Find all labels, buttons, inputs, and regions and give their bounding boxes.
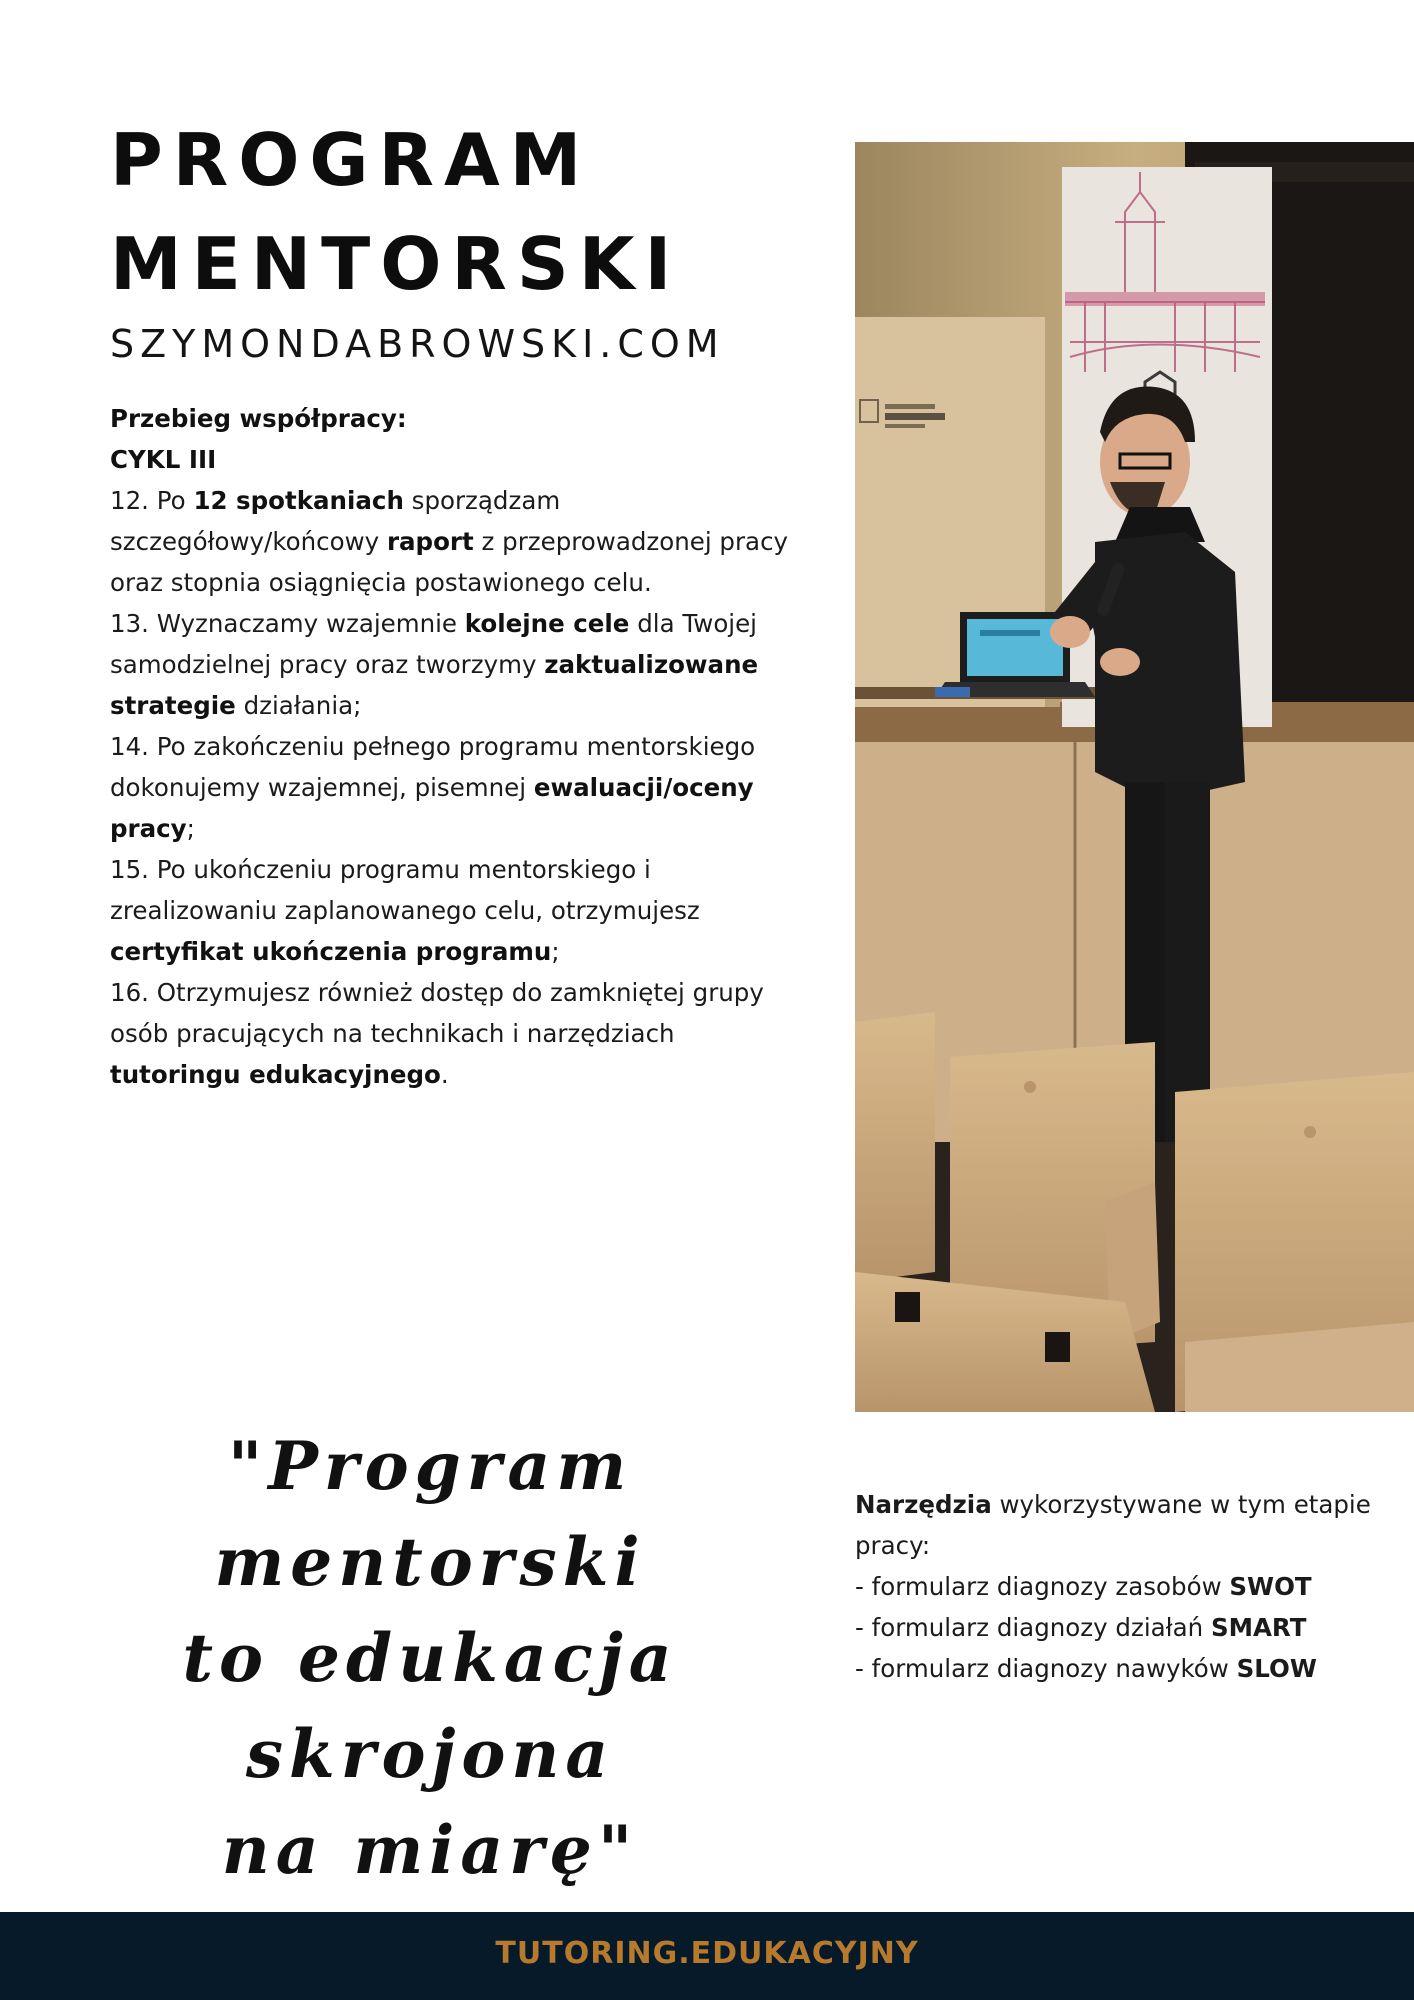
quote-line-2: to edukacja skrojona — [182, 1619, 678, 1793]
title-line-2: MENTORSKI — [110, 222, 682, 306]
section-heading: Przebieg współpracy: — [110, 404, 407, 433]
speaker-photo — [855, 142, 1414, 1412]
list-item-14: 14. Po zakończeniu pełnego programu mentorskiego dokonujemy wzajemnej, pisemnej ewaluacji/oceny pracy; — [110, 732, 756, 843]
quote-line-1: "Program mentorski — [214, 1427, 646, 1601]
tools-section — [855, 1484, 1395, 1689]
cooperation-section — [110, 398, 810, 1095]
quote-line-3: na miarę" — [221, 1811, 639, 1889]
list-item-12: 12. Po 12 spotkaniach sporządzam szczegółowy/końcowy raport z przeprowadzonej pracy oraz stopnia osiągnięcia postawionego celu. — [110, 486, 789, 597]
list-item-15: 15. Po ukończeniu programu mentorskiego i zrealizowaniu zaplanowanego celu, otrzymujesz certyfikat ukończenia programu; — [110, 855, 700, 966]
page-title — [110, 108, 681, 316]
tool-smart: - formularz diagnozy działań SMART — [855, 1613, 1307, 1642]
cycle-heading: CYKL III — [110, 445, 217, 474]
footer-brand[interactable]: TUTORING.EDUKACYJNY — [495, 1936, 919, 1971]
tool-swot: - formularz diagnozy zasobów SWOT — [855, 1572, 1312, 1601]
tool-slow: - formularz diagnozy nawyków SLOW — [855, 1654, 1317, 1683]
quote — [40, 1418, 820, 1898]
website-link[interactable]: SZYMONDABROWSKI.COM — [110, 322, 725, 366]
list-item-13: 13. Wyznaczamy wzajemnie kolejne cele dla Twojej samodzielnej pracy oraz tworzymy zaktualizowane strategie działania; — [110, 609, 759, 720]
title-line-1: PROGRAM — [110, 118, 592, 202]
list-item-16: 16. Otrzymujesz również dostęp do zamkniętej grupy osób pracujących na technikach i narzędziach tutoringu edukacyjnego. — [110, 978, 764, 1089]
footer-bar — [0, 1912, 1414, 2000]
tools-intro: Narzędzia wykorzystywane w tym etapie pracy: — [855, 1490, 1371, 1560]
